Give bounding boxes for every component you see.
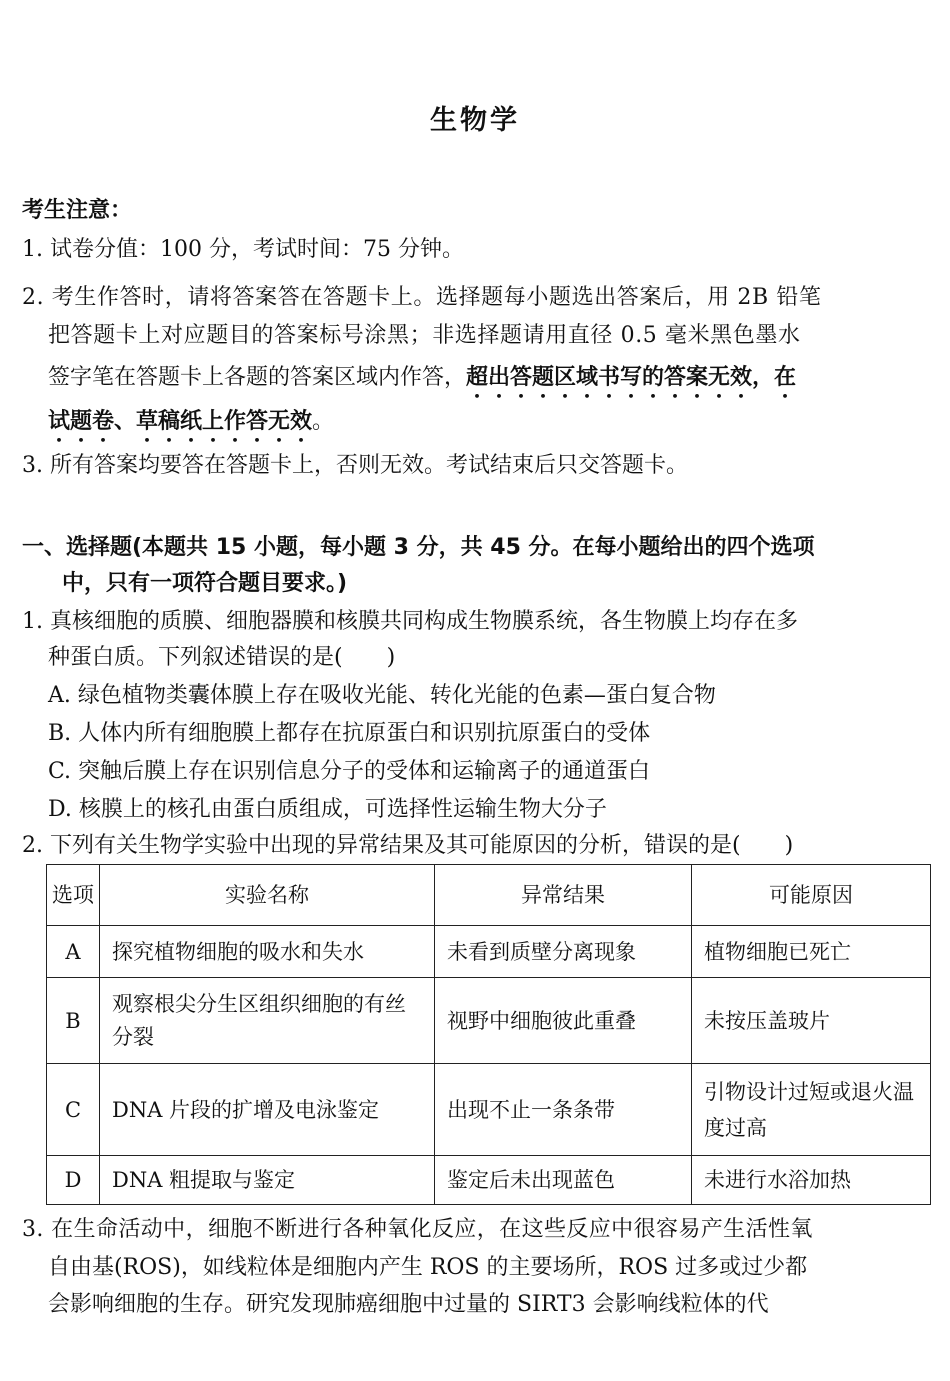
section-heading-cont: 中，只有一项符合题目要求。) xyxy=(62,571,348,596)
notice-emphasis-2: 试题卷、草稿纸上作答无效 xyxy=(48,409,313,434)
table-row xyxy=(47,978,931,1064)
notice-item-1: 1. 试卷分值：100 分，考试时间：75 分钟。 xyxy=(22,237,464,262)
notice-period: 。 xyxy=(312,409,335,434)
notice-item-2-cont3 xyxy=(48,404,930,447)
table-cell: 引物设计过短或退火温度过高 xyxy=(692,1064,931,1156)
table-cell: 视野中细胞彼此重叠 xyxy=(435,978,692,1064)
q2-table xyxy=(46,864,931,1205)
q1-option-b: B. 人体内所有细胞膜上都存在抗原蛋白和识别抗原蛋白的受体 xyxy=(48,721,651,746)
table-cell: 植物细胞已死亡 xyxy=(692,926,931,978)
q1-option-c: C. 突触后膜上存在识别信息分子的受体和运输离子的通道蛋白 xyxy=(48,759,651,784)
table-cell: 探究植物细胞的吸水和失水 xyxy=(100,926,435,978)
table-header-row xyxy=(47,865,931,926)
table-cell: 未按压盖玻片 xyxy=(692,978,931,1064)
table-row xyxy=(47,1156,931,1205)
table-header: 异常结果 xyxy=(435,865,692,926)
notice-item-3: 3. 所有答案均要答在答题卡上，否则无效。考试结束后只交答题卡。 xyxy=(22,453,688,478)
notice-item-2-cont1: 把答题卡上对应题目的答案标号涂黑；非选择题请用直径 0.5 毫米黑色墨水 xyxy=(48,323,801,348)
q3-stem-cont1: 自由基(ROS)，如线粒体是细胞内产生 ROS 的主要场所，ROS 过多或过少都 xyxy=(48,1255,808,1280)
table-header: 实验名称 xyxy=(100,865,435,926)
table-cell: B xyxy=(47,978,100,1064)
notice-text: 签字笔在答题卡上各题的答案区域内作答， xyxy=(48,365,467,390)
section-heading: 一、选择题(本题共 15 小题，每小题 3 分，共 45 分。在每小题给出的四个选项 xyxy=(22,535,815,560)
q1-stem: 1. 真核细胞的质膜、细胞器膜和核膜共同构成生物膜系统，各生物膜上均存在多 xyxy=(22,609,798,634)
q1-option-d: D. 核膜上的核孔由蛋白质组成，可选择性运输生物大分子 xyxy=(48,797,607,822)
table-cell: D xyxy=(47,1156,100,1205)
table-header: 可能原因 xyxy=(692,865,931,926)
table-cell: DNA 粗提取与鉴定 xyxy=(100,1156,435,1205)
page-title: 生物学 xyxy=(430,105,520,136)
notice-item-2: 2. 考生作答时，请将答案答在答题卡上。选择题每小题选出答案后，用 2B 铅笔 xyxy=(22,285,822,310)
table-row xyxy=(47,926,931,978)
table-cell: DNA 片段的扩增及电泳鉴定 xyxy=(100,1064,435,1156)
table-header: 选项 xyxy=(47,865,100,926)
table-cell: 鉴定后未出现蓝色 xyxy=(435,1156,692,1205)
q3-stem-cont2: 会影响细胞的生存。研究发现肺癌细胞中过量的 SIRT3 会影响线粒体的代 xyxy=(48,1292,769,1317)
notice-item-2-cont2 xyxy=(48,360,930,403)
notice-heading: 考生注意： xyxy=(22,198,133,223)
q1-option-a: A. 绿色植物类囊体膜上存在吸收光能、转化光能的色素—蛋白复合物 xyxy=(48,683,716,708)
table-cell: A xyxy=(47,926,100,978)
table-cell: 未进行水浴加热 xyxy=(692,1156,931,1205)
table-row xyxy=(47,1064,931,1156)
table-cell: 出现不止一条条带 xyxy=(435,1064,692,1156)
notice-emphasis-1: 超出答题区域书写的答案无效，在 xyxy=(466,365,797,390)
q2-stem: 2. 下列有关生物学实验中出现的异常结果及其可能原因的分析，错误的是( ) xyxy=(22,833,794,858)
table-cell: 观察根尖分生区组织细胞的有丝分裂 xyxy=(100,978,435,1064)
table-cell: C xyxy=(47,1064,100,1156)
q1-stem-cont: 种蛋白质。下列叙述错误的是( ) xyxy=(48,645,396,670)
q3-stem: 3. 在生命活动中，细胞不断进行各种氧化反应，在这些反应中很容易产生活性氧 xyxy=(22,1217,813,1242)
table-cell: 未看到质壁分离现象 xyxy=(435,926,692,978)
